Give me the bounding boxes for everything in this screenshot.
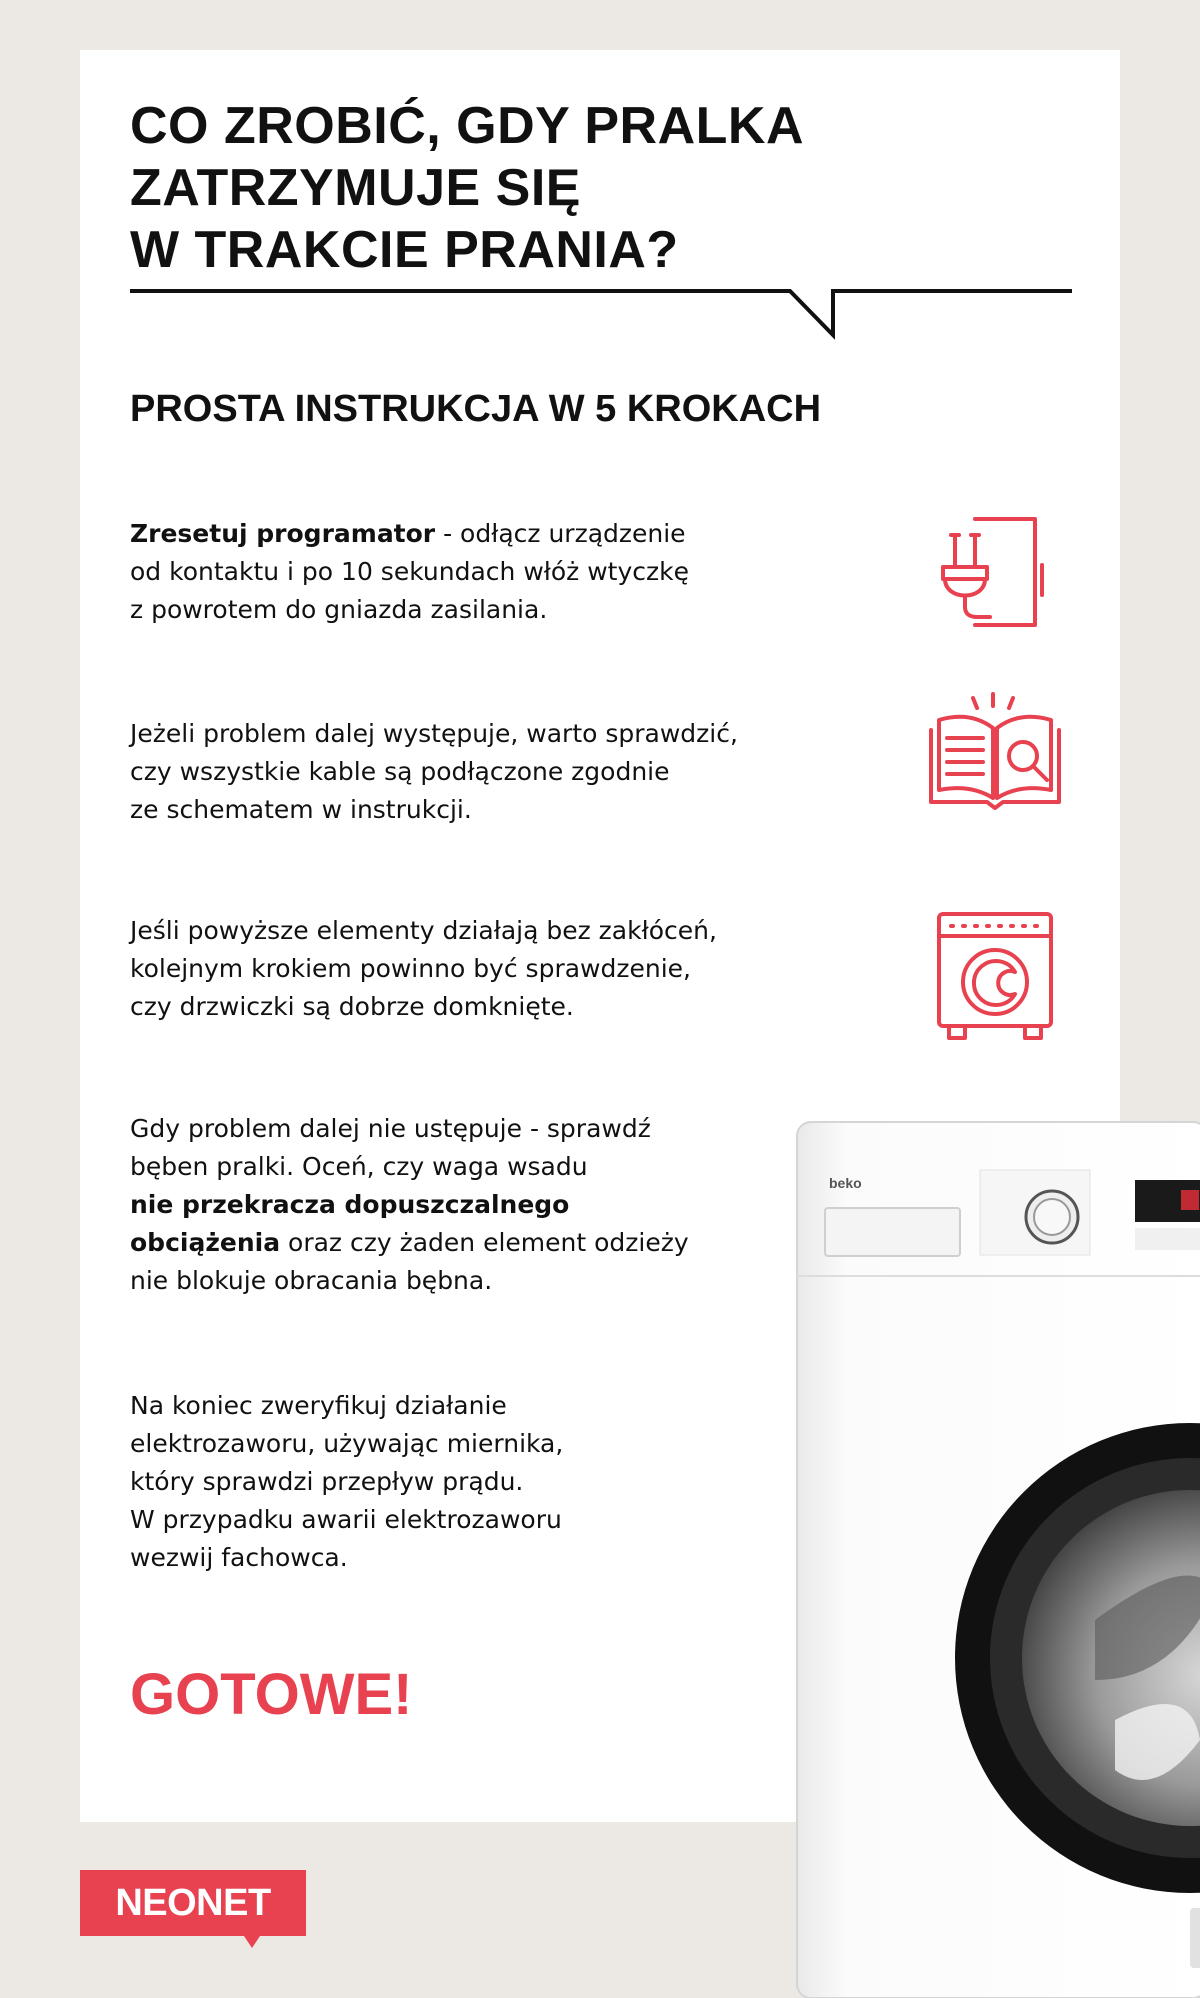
- step-2-line-2: czy wszystkie kable są podłączone zgodnie: [130, 757, 670, 786]
- step-4-line-5: nie blokuje obracania bębna.: [130, 1266, 493, 1295]
- plug-icon: [935, 515, 1050, 630]
- step-4-line-2: bęben pralki. Oceń, czy waga wsadu: [130, 1152, 588, 1181]
- step-5: [130, 1387, 810, 1577]
- step-4-bold-b: obciążenia: [130, 1228, 281, 1257]
- step-4: [130, 1110, 810, 1300]
- step-5-line-5: wezwij fachowca.: [130, 1543, 348, 1572]
- speech-bubble-divider: [130, 285, 1075, 340]
- page-subtitle: PROSTA INSTRUKCJA W 5 KROKACH: [130, 388, 822, 430]
- step-3-line-3: czy drzwiczki są dobrze domknięte.: [130, 992, 574, 1021]
- done-label: GOTOWE!: [130, 1662, 413, 1727]
- page-title: [130, 95, 950, 281]
- step-4-line-3: [130, 1186, 810, 1224]
- step-2-line-3: ze schematem w instrukcji.: [130, 795, 472, 824]
- washer-brand-label: beko: [829, 1175, 862, 1191]
- step-1: [130, 515, 810, 629]
- step-1-line-2: od kontaktu i po 10 sekundach włóż wtyczkę: [130, 557, 690, 586]
- step-1-bold: Zresetuj programator: [130, 519, 436, 548]
- step-5-line-2: elektrozaworu, używając miernika,: [130, 1429, 564, 1458]
- step-3: [130, 912, 810, 1026]
- step-5-line-3: który sprawdzi przepływ prądu.: [130, 1467, 524, 1496]
- title-line-3: W TRAKCIE PRANIA?: [130, 221, 679, 279]
- title-line-2: ZATRZYMUJE SIĘ: [130, 159, 581, 217]
- washing-machine-icon: [935, 910, 1055, 1045]
- step-4-line-4: obciążenia oraz czy żaden element odzieży: [130, 1228, 689, 1257]
- washing-machine-image: [795, 1120, 1200, 1998]
- step-3-line-1: Jeśli powyższe elementy działają bez zakłóceń,: [130, 916, 717, 945]
- manual-book-icon: [925, 690, 1065, 815]
- step-5-line-4: W przypadku awarii elektrozaworu: [130, 1505, 562, 1534]
- step-4-line-1: Gdy problem dalej nie ustępuje - sprawdź: [130, 1114, 651, 1143]
- step-1-line-1: Zresetuj programator - odłącz urządzenie: [130, 519, 686, 548]
- title-line-1: CO ZROBIĆ, GDY PRALKA: [130, 97, 805, 155]
- step-3-line-2: kolejnym krokiem powinno być sprawdzenie,: [130, 954, 691, 983]
- step-4-bold-a: nie przekracza dopuszczalnego: [130, 1190, 570, 1219]
- step-2: [130, 715, 810, 829]
- step-1-line-3: z powrotem do gniazda zasilania.: [130, 595, 548, 624]
- step-2-line-1: Jeżeli problem dalej występuje, warto sprawdzić,: [130, 719, 738, 748]
- logo-text: NEONET: [115, 1882, 271, 1924]
- step-5-line-1: Na koniec zweryfikuj działanie: [130, 1391, 507, 1420]
- neonet-logo: [80, 1870, 306, 1952]
